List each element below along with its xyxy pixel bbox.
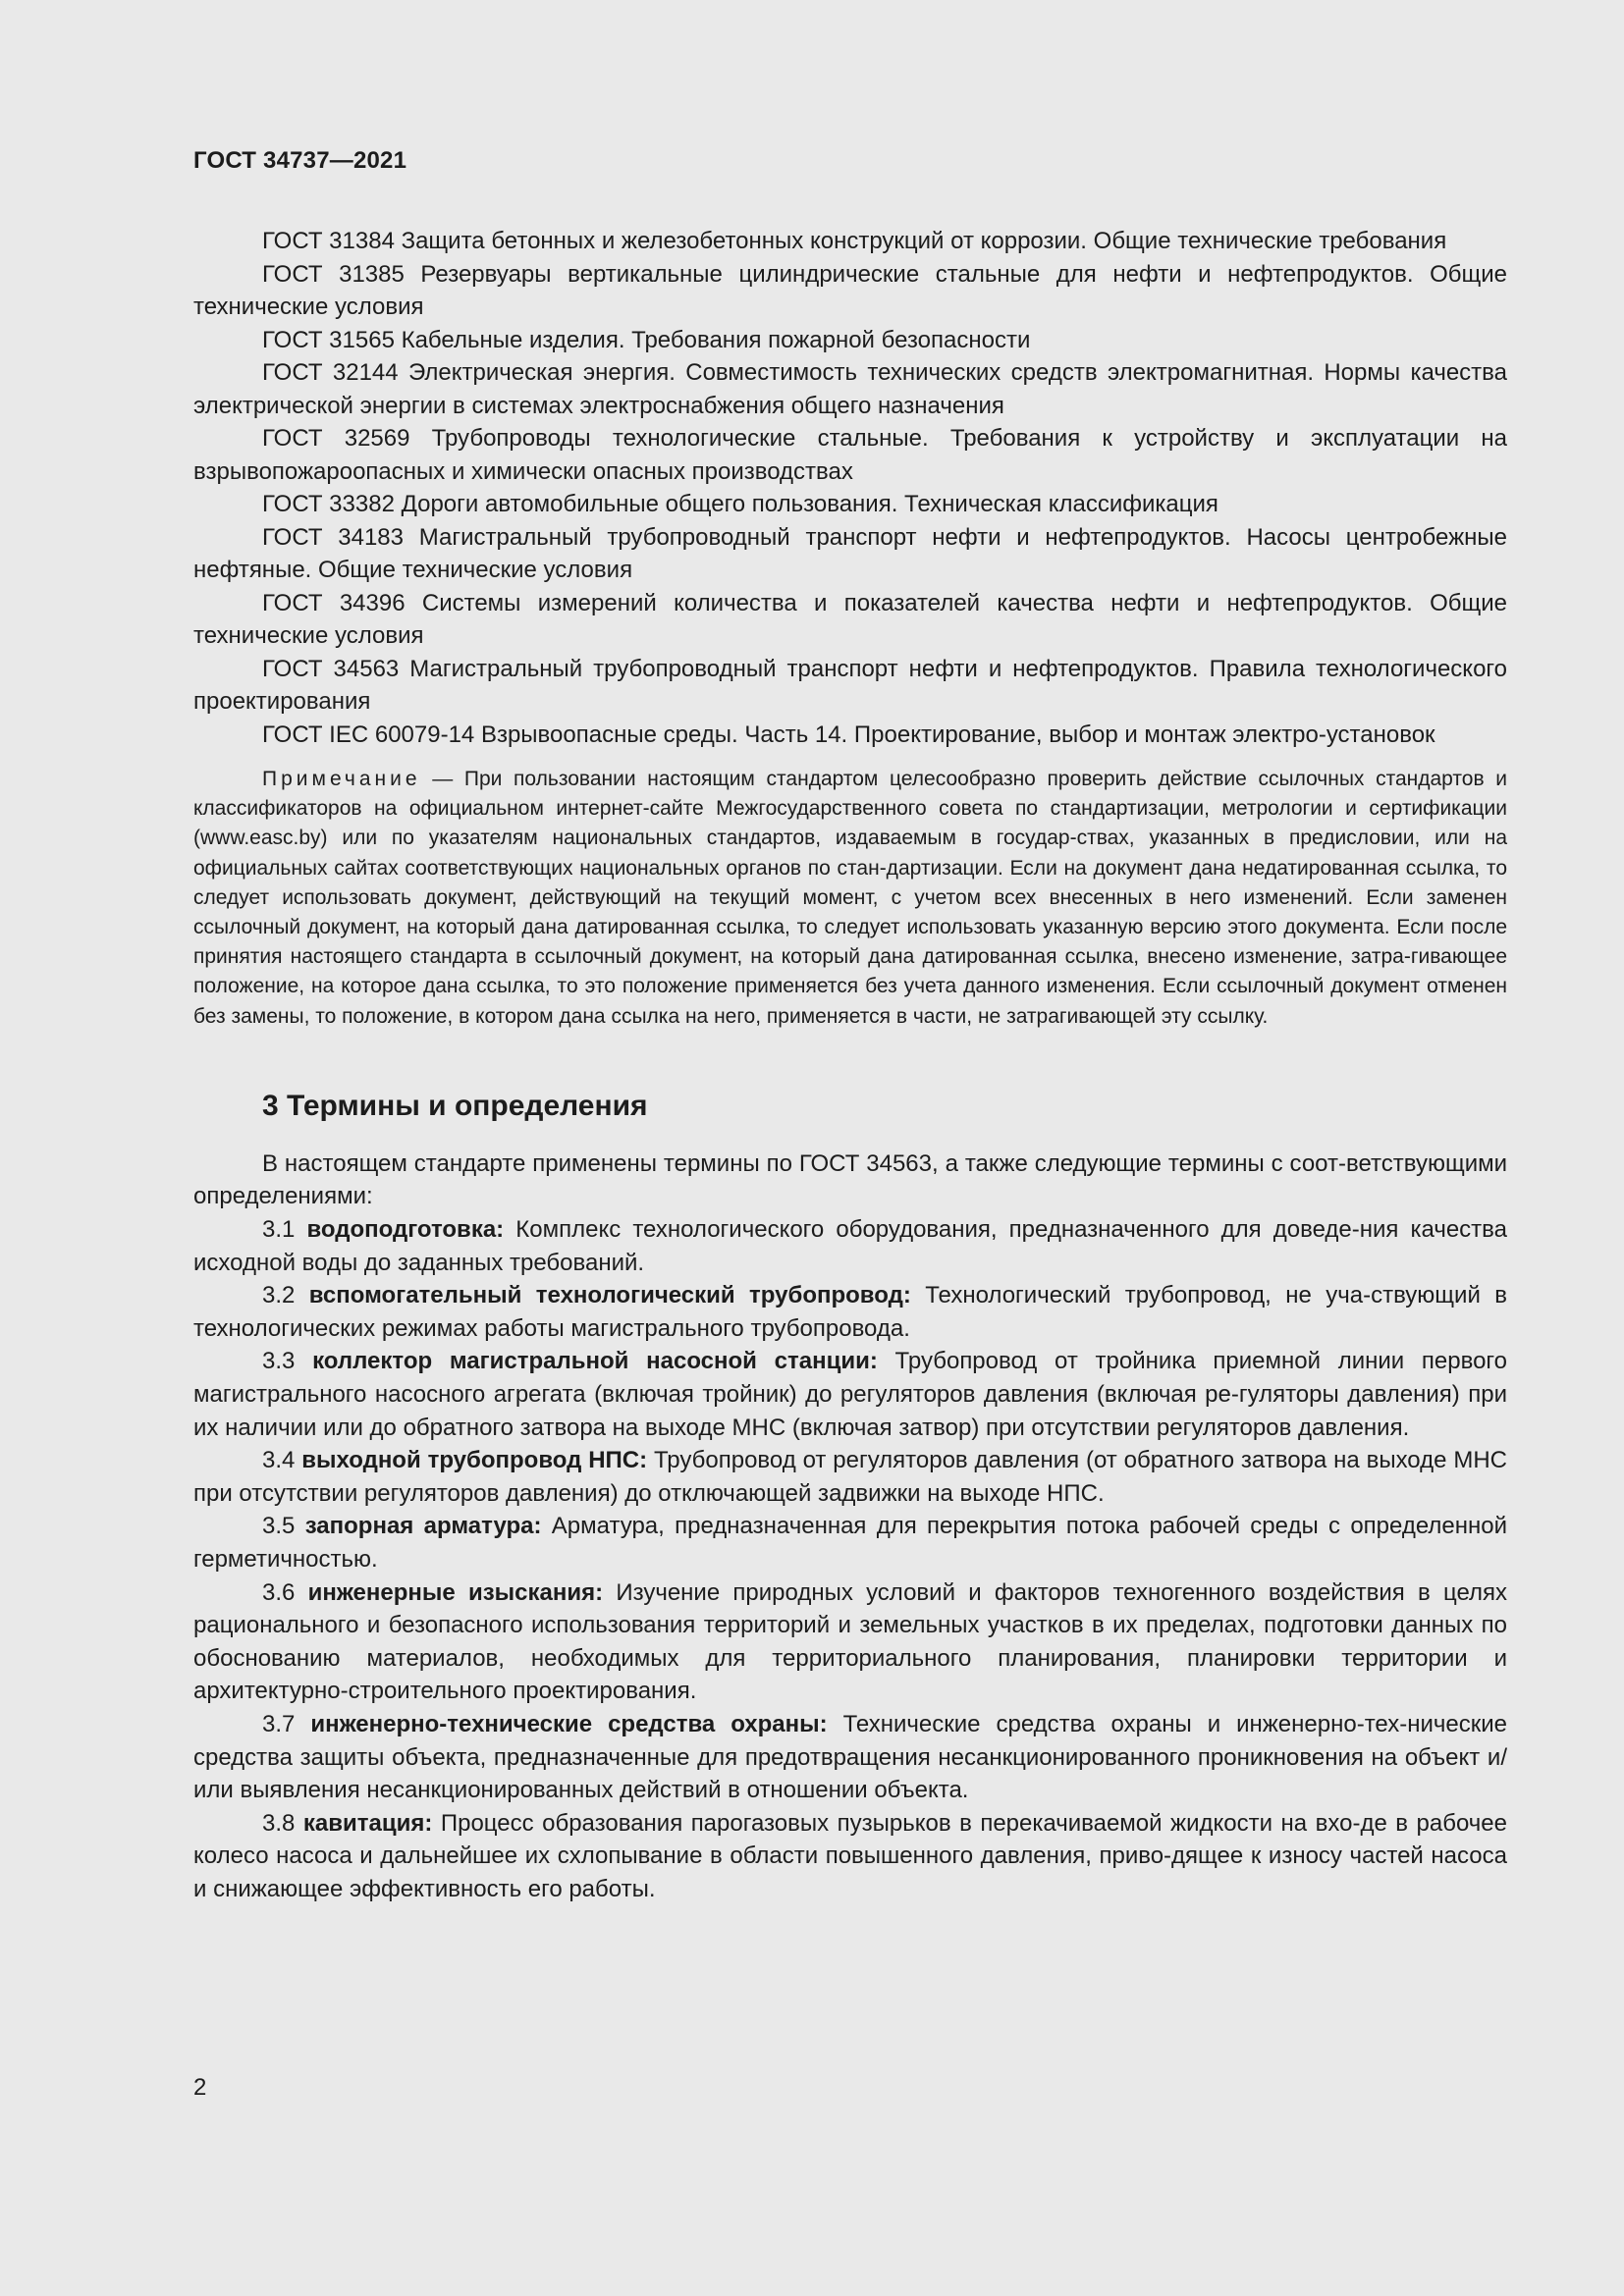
reference-item: ГОСТ 34396 Системы измерений количества и показателей качества нефти и нефтепродуктов. Общие технические условия — [193, 589, 1507, 649]
term-definition: Процесс образования парогазовых пузырьков в перекачиваемой жидкости на вхо-де в рабочее колесо насоса и дальнейшее их схлопывание в области повышенного давления, приво-дящее к износу частей насоса и снижающее эффективность его работы. — [193, 1809, 1507, 1902]
term-number: 3.6 — [262, 1578, 308, 1606]
term-number: 3.3 — [262, 1348, 313, 1375]
reference-item: ГОСТ 33382 Дороги автомобильные общего пользования. Техническая классификация — [262, 491, 1218, 517]
term-number: 3.2 — [262, 1282, 309, 1309]
term-name: вспомогательный технологический трубопровод: — [308, 1282, 911, 1309]
section-intro: В настоящем стандарте применены термины по ГОСТ 34563, а также следующие термины с соот-ветствующими определениями: — [193, 1149, 1507, 1210]
term-name: водоподготовка: — [306, 1216, 505, 1244]
reference-item: ГОСТ 31565 Кабельные изделия. Требования пожарной безопасности — [262, 326, 1031, 353]
term-name: запорная арматура: — [304, 1513, 542, 1540]
term-entry — [193, 1279, 1507, 1345]
term-number: 3.1 — [262, 1216, 307, 1244]
term-definition: Трубопровод от тройника приемной линии первого магистрального насосного агрегата (включая тройник) до регуляторов давления (включая ре-гуляторы давления) при их наличии или до обратного затвора на выходе МНС (включая затвор) при отсутствии регуляторов давления. — [193, 1348, 1508, 1441]
term-number: 3.7 — [262, 1710, 311, 1737]
term-entry — [193, 1345, 1507, 1444]
reference-item: ГОСТ 31384 Защита бетонных и железобетонных конструкций от коррозии. Общие технические требования — [262, 228, 1447, 254]
term-definition: Технические средства охраны и инженерно-тех-нические средства защиты объекта, предназначенные для предотвращения несанкционированного проникновения на объект и/или выявления несанкционированных действий в отношении объекта. — [193, 1710, 1507, 1804]
document-code-header: ГОСТ 34737—2021 — [193, 147, 407, 174]
term-name: коллектор магистральной насосной станции: — [312, 1348, 878, 1375]
reference-item: ГОСТ 34183 Магистральный трубопроводный транспорт нефти и нефтепродуктов. Насосы центробежные нефтяные. Общие технические условия — [193, 523, 1507, 583]
reference-item: ГОСТ 32569 Трубопроводы технологические стальные. Требования к устройству и эксплуатации на взрывопожароопасных и химически опасных производствах — [193, 425, 1507, 485]
page-content — [193, 225, 1507, 1905]
reference-item: ГОСТ IEC 60079-14 Взрывоопасные среды. Часть 14. Проектирование, выбор и монтаж электро-установок — [262, 721, 1435, 748]
reference-item: ГОСТ 31385 Резервуары вертикальные цилиндрические стальные для нефти и нефтепродуктов. Общие технические условия — [193, 260, 1507, 320]
term-name: кавитация: — [302, 1809, 433, 1837]
note-paragraph — [193, 765, 1507, 1032]
term-name: инженерно-технические средства охраны: — [310, 1710, 828, 1737]
term-definition: Комплекс технологического оборудования, предназначенного для доведе-ния качества исходной воды до заданных требований. — [193, 1216, 1508, 1276]
term-number: 3.5 — [262, 1513, 305, 1540]
normative-references-list — [193, 225, 1507, 751]
note-label: Примечание — [262, 768, 421, 790]
term-number: 3.8 — [262, 1809, 303, 1837]
section-heading: 3 Термины и определения — [262, 1089, 648, 1122]
term-definition: Арматура, предназначенная для перекрытия потока рабочей среды с определенной герметичностью. — [193, 1513, 1508, 1573]
page-number: 2 — [193, 2074, 207, 2101]
term-entry — [193, 1444, 1507, 1510]
term-name: выходной трубопровод НПС: — [301, 1447, 648, 1474]
term-entry — [193, 1213, 1507, 1279]
note-text: — При пользовании настоящим стандартом целесообразно проверить действие ссылочных стандартов и классификаторов на официальном интернет-сайте Межгосударственного совета по стандартизации, метрологии и сертификации (www.easc.by) или по указателям национальных стандартов, издаваемым в государ-ствах, указанных в предисловии, или на официальных сайтах соответствующих национальных органов по стан-дартизации. Если на документ дана недатированная ссылка, то следует использовать документ, действующий на текущий момент, с учетом всех внесенных в него изменений. Если заменен ссылочный документ, на который дана датированная ссылка, то следует использовать указанную версию этого документа. Если после принятия настоящего стандарта в ссылочный документ, на который дана датированная ссылка, внесено изменение, затра-гивающее положение, на которое дана ссылка, то это положение применяется без учета данного изменения. Если ссылочный документ отменен без замены, то положение, в котором дана ссылка на него, применяется в части, не затрагивающей эту ссылку. — [193, 768, 1507, 1028]
term-definition: Изучение природных условий и факторов техногенного воздействия в целях рационального и безопасного использования территорий и земельных участков в их пределах, подготовки данных по обоснованию материалов, необходимых для территориального планирования, планировки территории и архитектурно-строительного проектирования. — [193, 1578, 1508, 1705]
reference-item: ГОСТ 34563 Магистральный трубопроводный транспорт нефти и нефтепродуктов. Правила технологического проектирования — [193, 655, 1507, 715]
term-definition: Трубопровод от регуляторов давления (от обратного затвора на выходе МНС при отсутствии регуляторов давления) до отключающей задвижки на выходе НПС. — [193, 1447, 1507, 1507]
reference-item: ГОСТ 32144 Электрическая энергия. Совместимость технических средств электромагнитная. Нормы качества электрической энергии в системах электроснабжения общего назначения — [193, 359, 1507, 419]
term-number: 3.4 — [262, 1447, 302, 1474]
term-entry — [193, 1708, 1507, 1807]
terms-list — [193, 1148, 1507, 1906]
term-entry — [193, 1510, 1507, 1575]
term-entry — [193, 1807, 1507, 1906]
term-definition: Технологический трубопровод, не уча-ствующий в технологических режимах работы магистрального трубопровода. — [193, 1282, 1508, 1342]
term-name: инженерные изыскания: — [307, 1578, 604, 1606]
term-entry — [193, 1576, 1507, 1708]
